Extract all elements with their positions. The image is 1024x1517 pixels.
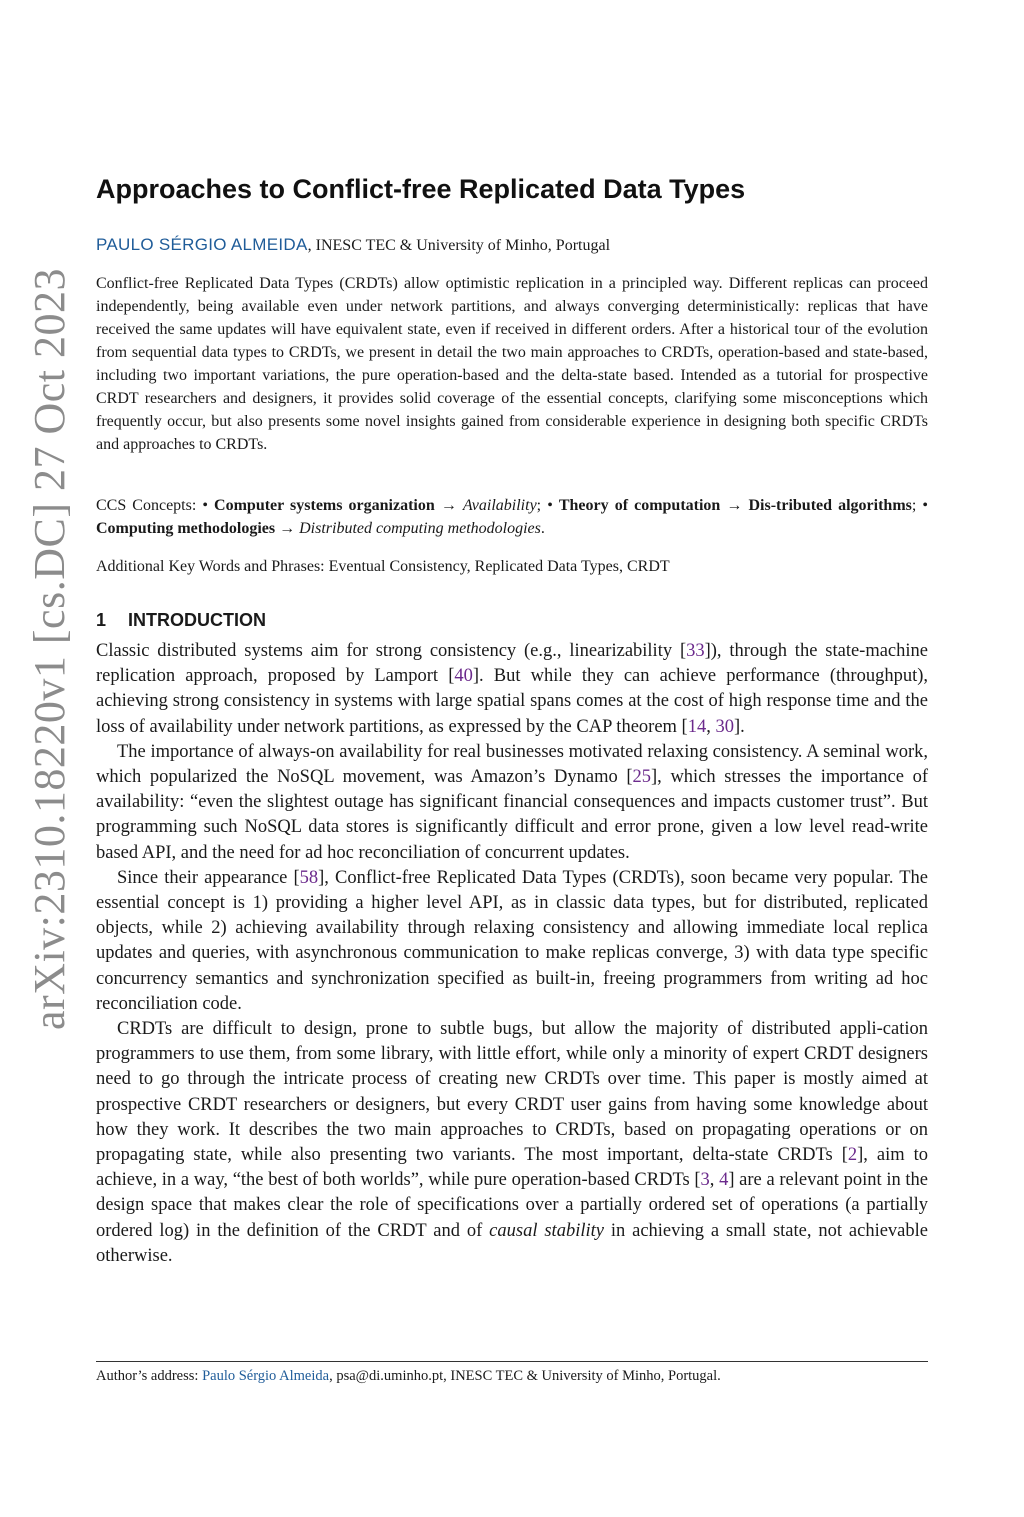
emphasis: causal stability (489, 1220, 604, 1241)
footnote-text: , psa@di.uminho.pt, INESC TEC & University of Minho, Portugal. (329, 1368, 721, 1384)
text-run: ]. But while they can achieve performance (throughput), achieving strong consistency in systems with large spatial spans comes at the cost of high response time and the loss of availability under network partitions, as expressed by the CAP theorem [ (96, 666, 928, 737)
ccs-arrow: → (434, 497, 463, 514)
text-run: Classic distributed systems aim for strong consistency (e.g., linearizability [ (96, 641, 687, 661)
paragraph-4 (96, 1017, 928, 1269)
ccs-concept: Theory of computation (558, 497, 721, 514)
ccs-bullet: • (202, 497, 215, 514)
ccs-arrow: → (720, 497, 749, 514)
citation-link[interactable]: 40 (454, 666, 473, 687)
section-body (96, 639, 928, 1269)
paragraph-1 (96, 639, 928, 740)
citation-link[interactable]: 2 (847, 1145, 858, 1166)
citation-link[interactable]: 30 (715, 716, 734, 737)
section-number: 1 (96, 610, 107, 630)
author-name[interactable]: PAULO SÉRGIO ALMEIDA (96, 235, 308, 254)
section-heading (96, 607, 266, 633)
text-run: ]. (733, 716, 745, 737)
ccs-end: . (540, 520, 545, 537)
ccs-separator: ; (911, 497, 923, 514)
ccs-concept: Computer systems organization (214, 497, 435, 514)
citation-link[interactable]: 25 (632, 767, 652, 788)
citation-link[interactable]: 4 (719, 1170, 729, 1191)
text-run: ], Conflict-free Replicated Data Types (CRDTs), soon became very popular. The essential concept is 1) providing a higher level API, as in classic data types, but for distributed, replicated objects, while 2) achieving availability through relaxing consistency and allowing immediate local replica updates and queries, with asynchronous communication to make replicas converge, 3) with data type specific concurrency semantics and synchronization specified as built-in, freeing programmers from writing ad hoc reconciliation code. (96, 867, 929, 1014)
ccs-label: CCS Concepts: (96, 497, 203, 514)
footnote-divider (96, 1361, 928, 1362)
keywords: Additional Key Words and Phrases: Eventual Consistency, Replicated Data Types, CRDT (96, 558, 670, 575)
text-run: , (709, 1170, 720, 1191)
text-run: ], which stresses the importance of availability: “even the slightest outage has significant financial consequences and impacts customer trust”. But programming such NoSQL data stores is significantly difficult and error prone, given a low level read-write based API, and the need for ad hoc reconciliation of concurrent updates. (96, 767, 928, 863)
text-run: ]), through the state-machine replication approach, proposed by Lamport [ (96, 641, 928, 687)
text-run: ], aim to achieve, in a way, “the best of both worlds”, while pure operation-based CRDTs [ (96, 1145, 928, 1191)
abstract: Conflict-free Replicated Data Types (CRDTs) allow optimistic replication in a principled way. Different replicas can proceed independently, being available even under network partitions, and always converging deterministically: replicas that have received the same updates will have equivalent state, even if received in different orders. After a historical tour of the evolution from sequential data types to CRDTs, we present in detail the two main approaches to CRDTs, operation-based and state-based, including two important variations, the pure operation-based and the delta-state based. Intended as a tutorial for prospective CRDT researchers and designers, it provides solid coverage of the essential concepts, clarifying some misconceptions which frequently occur, but also presents some novel insights gained from considerable experience in designing both specific CRDTs and approaches to CRDTs. (96, 275, 928, 453)
text-run: in achieving a small state, not achievable otherwise. (96, 1220, 928, 1266)
author-line (96, 233, 610, 258)
text-run: CRDTs are difficult to design, prone to subtle bugs, but allow the majority of distributed appli-cation programmers to use them, from some library, with little effort, while only a minority of expert CRDT designers need to go through the intricate process of creating new CRDTs over time. This paper is mostly aimed at prospective CRDT researchers or designers, but every CRDT user gains from having some knowledge about how they work. It describes the two main approaches to CRDTs, based on propagating operations or on propagating state, while also presenting two variants. The most important, delta-state CRDTs [ (96, 1019, 928, 1166)
ccs-bullet: • (922, 497, 928, 514)
citation-link[interactable]: 14 (687, 716, 707, 737)
text-run: The importance of always-on availability for real businesses motivated relaxing consistency. A seminal work, which popularized the NoSQL movement, was Amazon’s Dynamo [ (96, 741, 928, 788)
ccs-bullet: • (547, 497, 559, 514)
citation-link[interactable]: 33 (686, 641, 705, 661)
ccs-subconcept: Availability (462, 497, 537, 514)
text-run: , (706, 716, 716, 737)
paragraph-2 (96, 740, 928, 866)
citation-link[interactable]: 3 (700, 1170, 710, 1191)
citation-link[interactable]: 58 (299, 867, 319, 888)
paper-title: Approaches to Conflict-free Replicated Data Types (96, 174, 746, 204)
ccs-subconcept: Distributed computing methodologies (299, 520, 541, 537)
arxiv-identifier: arXiv:2310.18220v1 [cs.DC] 27 Oct 2023 (25, 267, 74, 1030)
ccs-concepts (96, 494, 928, 540)
author-address-footnote (96, 1366, 928, 1386)
ccs-separator: ; (536, 497, 548, 514)
ccs-arrow: → (275, 520, 300, 537)
ccs-subconcept: Dis- (748, 497, 777, 514)
text-run: Since their appearance [ (117, 867, 300, 888)
text-run: ] are a relevant point in the design space that makes clear the role of specifications over a partially ordered set of operations (a partially ordered log) in the definition of the CRDT and of (96, 1170, 928, 1241)
ccs-concept: Computing methodologies (96, 520, 276, 537)
author-affiliation: , INESC TEC & University of Minho, Portugal (307, 237, 611, 254)
author-link[interactable]: Paulo Sérgio Almeida (202, 1368, 330, 1384)
footnote-prefix: Author’s address: (96, 1368, 203, 1384)
section-title: INTRODUCTION (128, 610, 266, 630)
ccs-subconcept: tributed algorithms (776, 497, 912, 514)
paragraph-3 (96, 866, 928, 1017)
